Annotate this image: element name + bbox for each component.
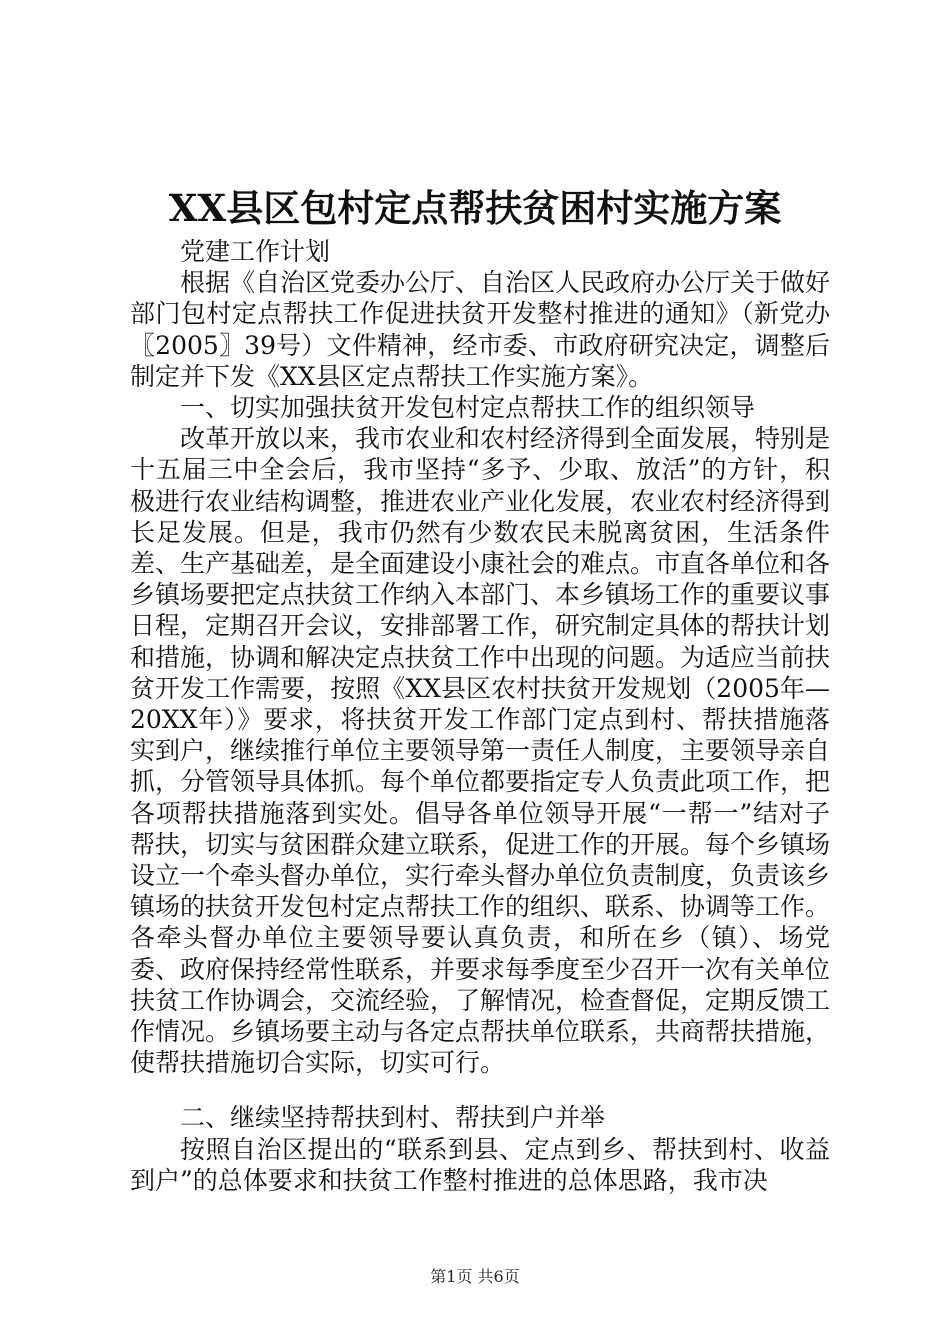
paragraph-intro: 根据《自治区党委办公厅、自治区人民政府办公厅关于做好部门包村定点帮扶工作促进扶贫开发整村推进的通知》（新党办〖2005〗39号）文件精神，经市委、市政府研究决定，调整后制定并下发《XX县区定点帮扶工作实施方案》。 [130,268,831,391]
paragraph-section-1: 改革开放以来，我市农业和农村经济得到全面发展，特别是十五届三中全会后，我市坚持“多予、少取、放活”的方针，积极进行农业结构调整，推进农业产业化发展，农业农村经济得到长足发展。但是，我市仍然有少数农民未脱离贫困，生活条件差、生产基础差，是全面建设小康社会的难点。市直各单位和各乡镇场要把定点扶贫工作纳入本部门、本乡镇场工作的重要议事日程，定期召开会议，安排部署工作，研究制定具体的帮扶计划和措施，协调和解决定点扶贫工作中出现的问题。为适应当前扶贫开发工作需要，按照《XX县区农村扶贫开发规划（2005年—20XX年）》要求，将扶贫开发工作部门定点到村、帮扶措施落实到户，继续推行单位主要领导第一责任人制度，主要领导亲自抓，分管领导具体抓。每个单位都要指定专人负责此项工作，把各项帮扶措施落到实处。倡导各单位领导开展“一帮一”结对子帮扶，切实与贫困群众建立联系，促进工作的开展。每个乡镇场设立一个牵头督办单位，实行牵头督办单位负责制度，负责该乡镇场的扶贫开发包村定点帮扶工作的组织、联系、协调等工作。各牵头督办单位主要领导要认真负责，和所在乡（镇）、场党委、政府保持经常性联系，并要求每季度至少召开一次有关单位扶贫工作协调会，交流经验，了解情况，检查督促，定期反馈工作情况。乡镇场要主动与各定点帮扶单位联系，共商帮扶措施，使帮扶措施切合实际，切实可行。 [130,424,831,1078]
document-title: XX县区包村定点帮扶贫困村实施方案 [168,186,782,230]
section-heading-1: 一、切实加强扶贫开发包村定点帮扶工作的组织领导 [180,393,756,423]
document-body [130,236,830,1196]
page-footer: 第1页 共6页 [430,1267,520,1286]
paragraph-category: 党建工作计划 [180,237,331,266]
paragraph-spacer [130,1078,830,1102]
paragraph-section-2: 按照自治区提出的“联系到县、定点到乡、帮扶到村、收益到户”的总体要求和扶贫工作整村推进的总体思路，我市决 [130,1134,830,1195]
section-heading-2: 二、继续坚持帮扶到村、帮扶到户并举 [180,1103,606,1133]
